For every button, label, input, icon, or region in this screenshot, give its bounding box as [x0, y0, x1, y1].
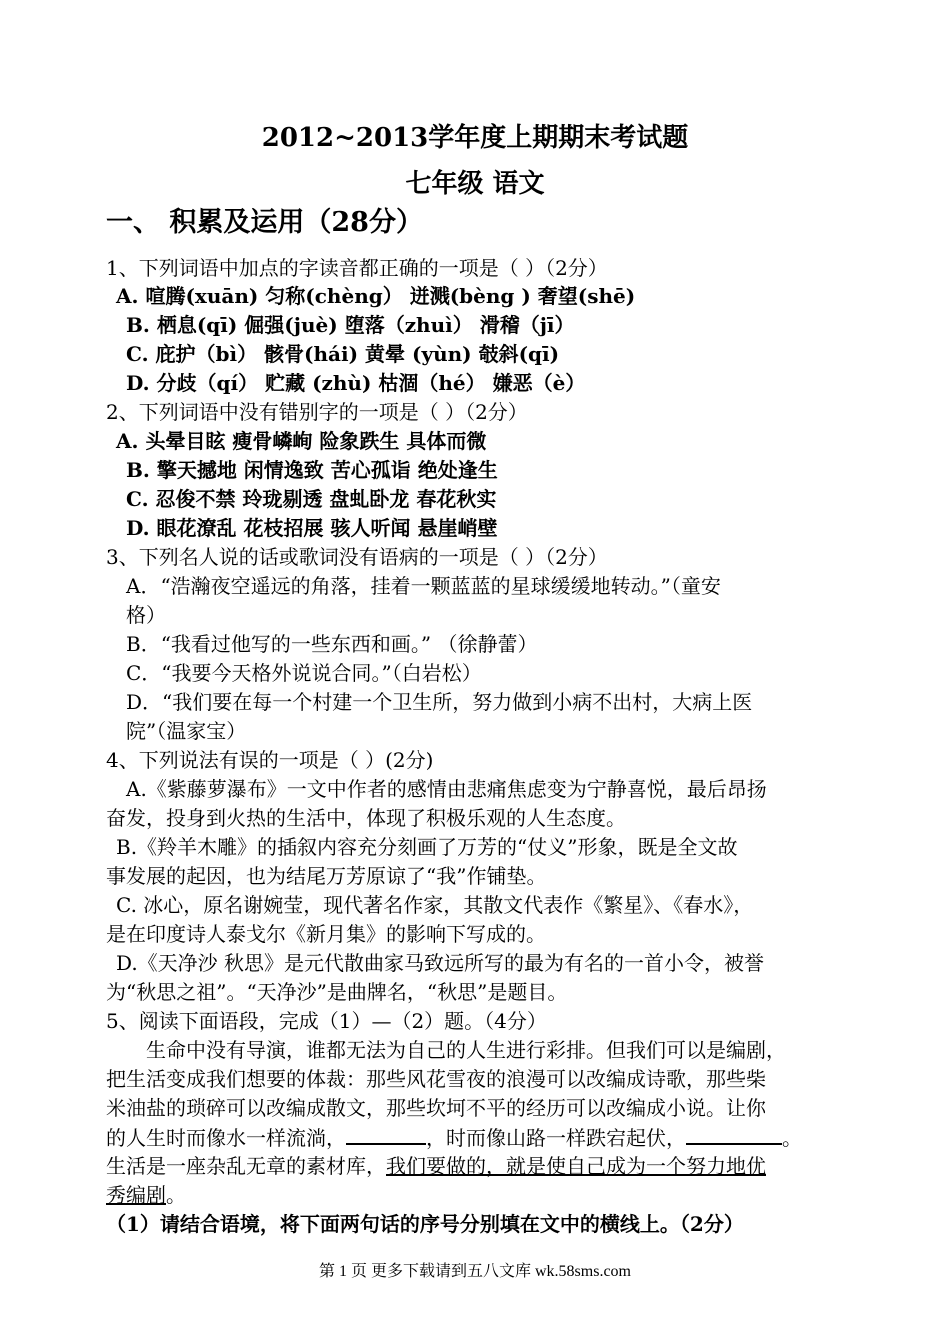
q2-option-d: D. 眼花潦乱 花枝招展 骇人听闻 悬崖峭壁: [126, 516, 498, 540]
q2-stem: 2、下列词语中没有错别字的一项是（ ）（2分）: [106, 400, 528, 424]
q5-passage-line3: 米油盐的琐碎可以改编成散文，那些坎坷不平的经历可以改编成小说。让你: [106, 1096, 766, 1120]
q3-stem: 3、下列名人说的话或歌词没有语病的一项是（ ）（2分）: [106, 545, 608, 569]
q5-passage-line5-part1: 生活是一座杂乱无章的素材库，: [106, 1154, 386, 1178]
q3-option-d-line2: 院”（温家宝）: [126, 719, 247, 743]
q1-option-a: A. 喧腾(xuān) 匀称(chèng） 迸溅(bèng ) 奢望(shē): [116, 284, 636, 308]
q5-passage-line4-part1: 的人生时而像水一样流淌，: [106, 1126, 346, 1150]
q5-passage-line4-part2: ，时而像山路一样跌宕起伏，: [426, 1126, 686, 1150]
q2-option-b: B. 擎天撼地 闲情逸致 苦心孤诣 绝处逢生: [126, 458, 498, 482]
q1-option-b: B. 栖息(qī) 倔强(juè) 堕落（zhuì） 滑稽（jī）: [126, 313, 575, 337]
q5-passage-line5: [106, 1154, 766, 1178]
q2-option-c: C. 忍俊不禁 玲珑剔透 盘虬卧龙 春花秋实: [126, 487, 497, 511]
q5-stem: 5、阅读下面语段，完成（1）—（2）题。（4分）: [106, 1009, 547, 1033]
q5-subquestion-1: （1）请结合语境，将下面两句话的序号分别填在文中的横线上。（2分）: [106, 1212, 744, 1236]
q1-stem: 1、下列词语中加点的字读音都正确的一项是（ ）（2分）: [106, 256, 608, 280]
exam-subtitle: 七年级 语文: [405, 169, 545, 199]
q4-option-c-line2: 是在印度诗人泰戈尔《新月集》的影响下写成的。: [106, 922, 546, 946]
q4-option-a-line2: 奋发，投身到火热的生活中，体现了积极乐观的人生态度。: [106, 806, 626, 830]
q5-passage-line6: [106, 1183, 186, 1207]
q4-option-b-line2: 事发展的起因，也为结尾万芳原谅了“我”作铺垫。: [106, 864, 547, 888]
page-footer: 第 1 页 更多下载请到五八文库 wk.58sms.com: [318, 1263, 631, 1280]
q4-option-d-line1: D.《天净沙 秋思》是元代散曲家马致远所写的最为有名的一首小令，被誉: [116, 951, 765, 975]
q3-option-d-line1: D．“我们要在每一个村建一个卫生所，努力做到小病不出村，大病上医: [126, 690, 753, 714]
exam-title: 2012~2013学年度上期期末考试题: [261, 123, 689, 153]
q4-option-b-line1: B.《羚羊木雕》的插叙内容充分刻画了万芳的“仗义”形象，既是全文故: [116, 835, 738, 859]
answer-blank-1[interactable]: [346, 1125, 426, 1145]
q3-option-c: C．“我要今天格外说说合同。”（白岩松）: [126, 661, 482, 685]
section-heading: 一、 积累及运用（28分）: [106, 207, 423, 238]
q4-option-d-line2: 为“秋思之祖”。“天净沙”是曲牌名，“秋思”是题目。: [106, 980, 568, 1004]
q4-option-a-line1: A.《紫藤萝瀑布》一文中作者的感情由悲痛焦虑变为宁静喜悦，最后昂扬: [126, 777, 767, 801]
q4-stem: 4、下列说法有误的一项是（ ）(2分): [106, 748, 434, 772]
underlined-sentence-part2: 秀编剧: [106, 1183, 166, 1207]
q1-option-c: C. 庇护（bì） 骸骨(hái) 黄晕 (yùn) 攲斜(qī): [126, 342, 560, 366]
q4-option-c-line1: C. 冰心，原名谢婉莹，现代著名作家，其散文代表作《繁星》、《春水》，: [116, 893, 754, 917]
q5-passage-line6-end: 。: [166, 1183, 186, 1207]
q1-option-d: D. 分歧（qí） 贮藏 (zhù) 枯涸（hé） 嫌恶（è）: [126, 371, 586, 395]
answer-blank-2[interactable]: [686, 1125, 782, 1145]
underlined-sentence-part1: 我们要做的，就是使自己成为一个努力地优: [386, 1154, 766, 1178]
q5-passage-line4: [106, 1125, 802, 1150]
q3-option-b: B．“我看过他写的一些东西和画。” （徐静蕾）: [126, 632, 538, 656]
q5-passage-line1: 生命中没有导演，谁都无法为自己的人生进行彩排。但我们可以是编剧，: [146, 1038, 786, 1062]
q5-passage-line4-part3: 。: [782, 1126, 802, 1150]
q3-option-a-line2: 格）: [126, 603, 166, 627]
q5-passage-line2: 把生活变成我们想要的体裁：那些风花雪夜的浪漫可以改编成诗歌，那些柴: [106, 1067, 766, 1091]
q3-option-a-line1: A．“浩瀚夜空遥远的角落，挂着一颗蓝蓝的星球缓缓地转动。”（童安: [126, 574, 721, 598]
q2-option-a: A. 头晕目眩 瘦骨嶙峋 险象跌生 具体而微: [116, 429, 487, 453]
